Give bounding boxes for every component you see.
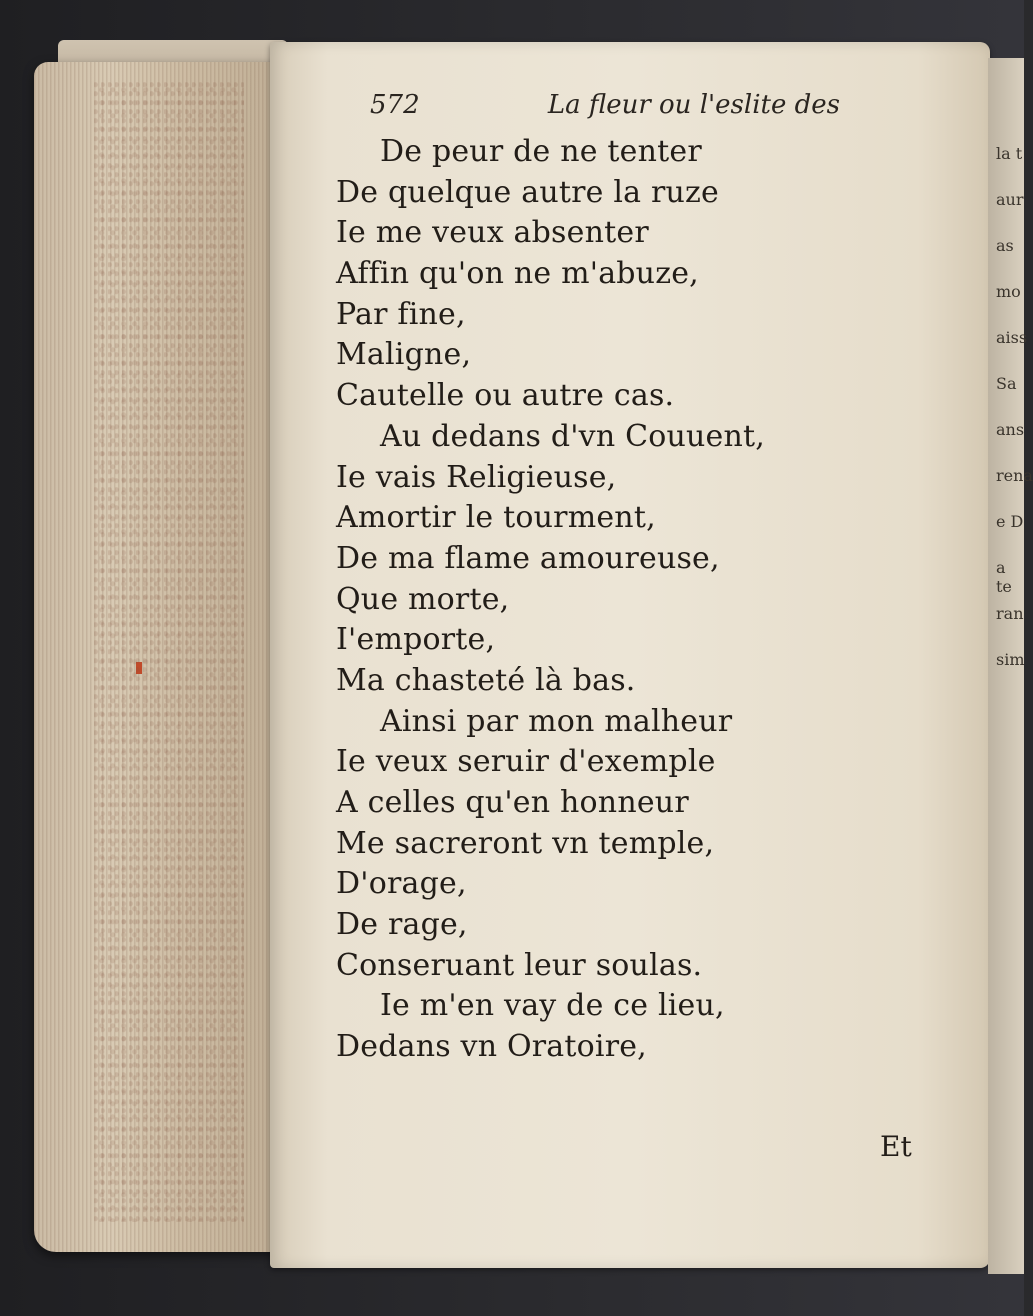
- red-mark: [136, 662, 142, 674]
- verse-line: Au dedans d'vn Couuent,: [380, 418, 766, 454]
- facing-page-fragment: sim: [996, 650, 1025, 669]
- verse-line: Par fine,: [336, 296, 466, 332]
- verse-line: Ie veux seruir d'exemple: [336, 744, 716, 780]
- page-header: [370, 90, 840, 130]
- facing-page-fragment: Sa: [996, 374, 1017, 393]
- verse-line: A celles qu'en honneur: [336, 785, 689, 820]
- facing-page-fragment: ans: [996, 420, 1025, 439]
- verse-line: Que morte,: [336, 581, 510, 617]
- verse-line: Ma chasteté là bas.: [336, 662, 636, 698]
- facing-page-fragment: aiss: [996, 328, 1028, 347]
- verse-line: Ainsi par mon malheur: [380, 703, 733, 739]
- facing-page-fragment: aur: [996, 190, 1024, 209]
- verse-line: Conseruant leur soulas.: [336, 947, 703, 983]
- verse-line: Dedans vn Oratoire,: [336, 1029, 647, 1065]
- facing-page-fragment: e D: [996, 512, 1024, 531]
- verse-line: Ie m'en vay de ce lieu,: [380, 988, 725, 1024]
- facing-page-edge: [988, 58, 1033, 1274]
- facing-page-fragment: a te: [996, 558, 1012, 596]
- page-number: 572: [370, 90, 420, 120]
- facing-page-fragment: ran: [996, 604, 1024, 623]
- verse-line: I'emporte,: [336, 622, 496, 658]
- verse-line: Me sacreront vn temple,: [336, 825, 715, 861]
- verse-line: Ie me veux absenter: [336, 215, 649, 251]
- running-head: La fleur ou l'eslite des: [547, 90, 840, 120]
- verse-line: Amortir le tourment,: [336, 500, 656, 536]
- verse-line: De rage,: [336, 907, 468, 943]
- verse-line: De ma flame amoureuse,: [336, 540, 720, 576]
- facing-page-fragment: la t: [996, 144, 1023, 163]
- facing-page-fragment: rena: [996, 466, 1033, 485]
- facing-page-fragment: as: [996, 236, 1014, 255]
- verse-line: Affin qu'on ne m'abuze,: [336, 256, 699, 292]
- verse-line: D'orage,: [336, 866, 467, 902]
- catchword: Et: [880, 1130, 912, 1163]
- verse-line: Ie vais Religieuse,: [336, 459, 617, 495]
- verse-line: Cautelle ou autre cas.: [336, 378, 675, 414]
- page-edges: [34, 62, 289, 1252]
- facing-page-fragment: mo: [996, 282, 1021, 301]
- verse-line: De peur de ne tenter: [380, 134, 702, 169]
- verse-line: Maligne,: [336, 337, 472, 373]
- verse-line: De quelque autre la ruze: [336, 174, 719, 210]
- verse-text: [336, 132, 836, 1068]
